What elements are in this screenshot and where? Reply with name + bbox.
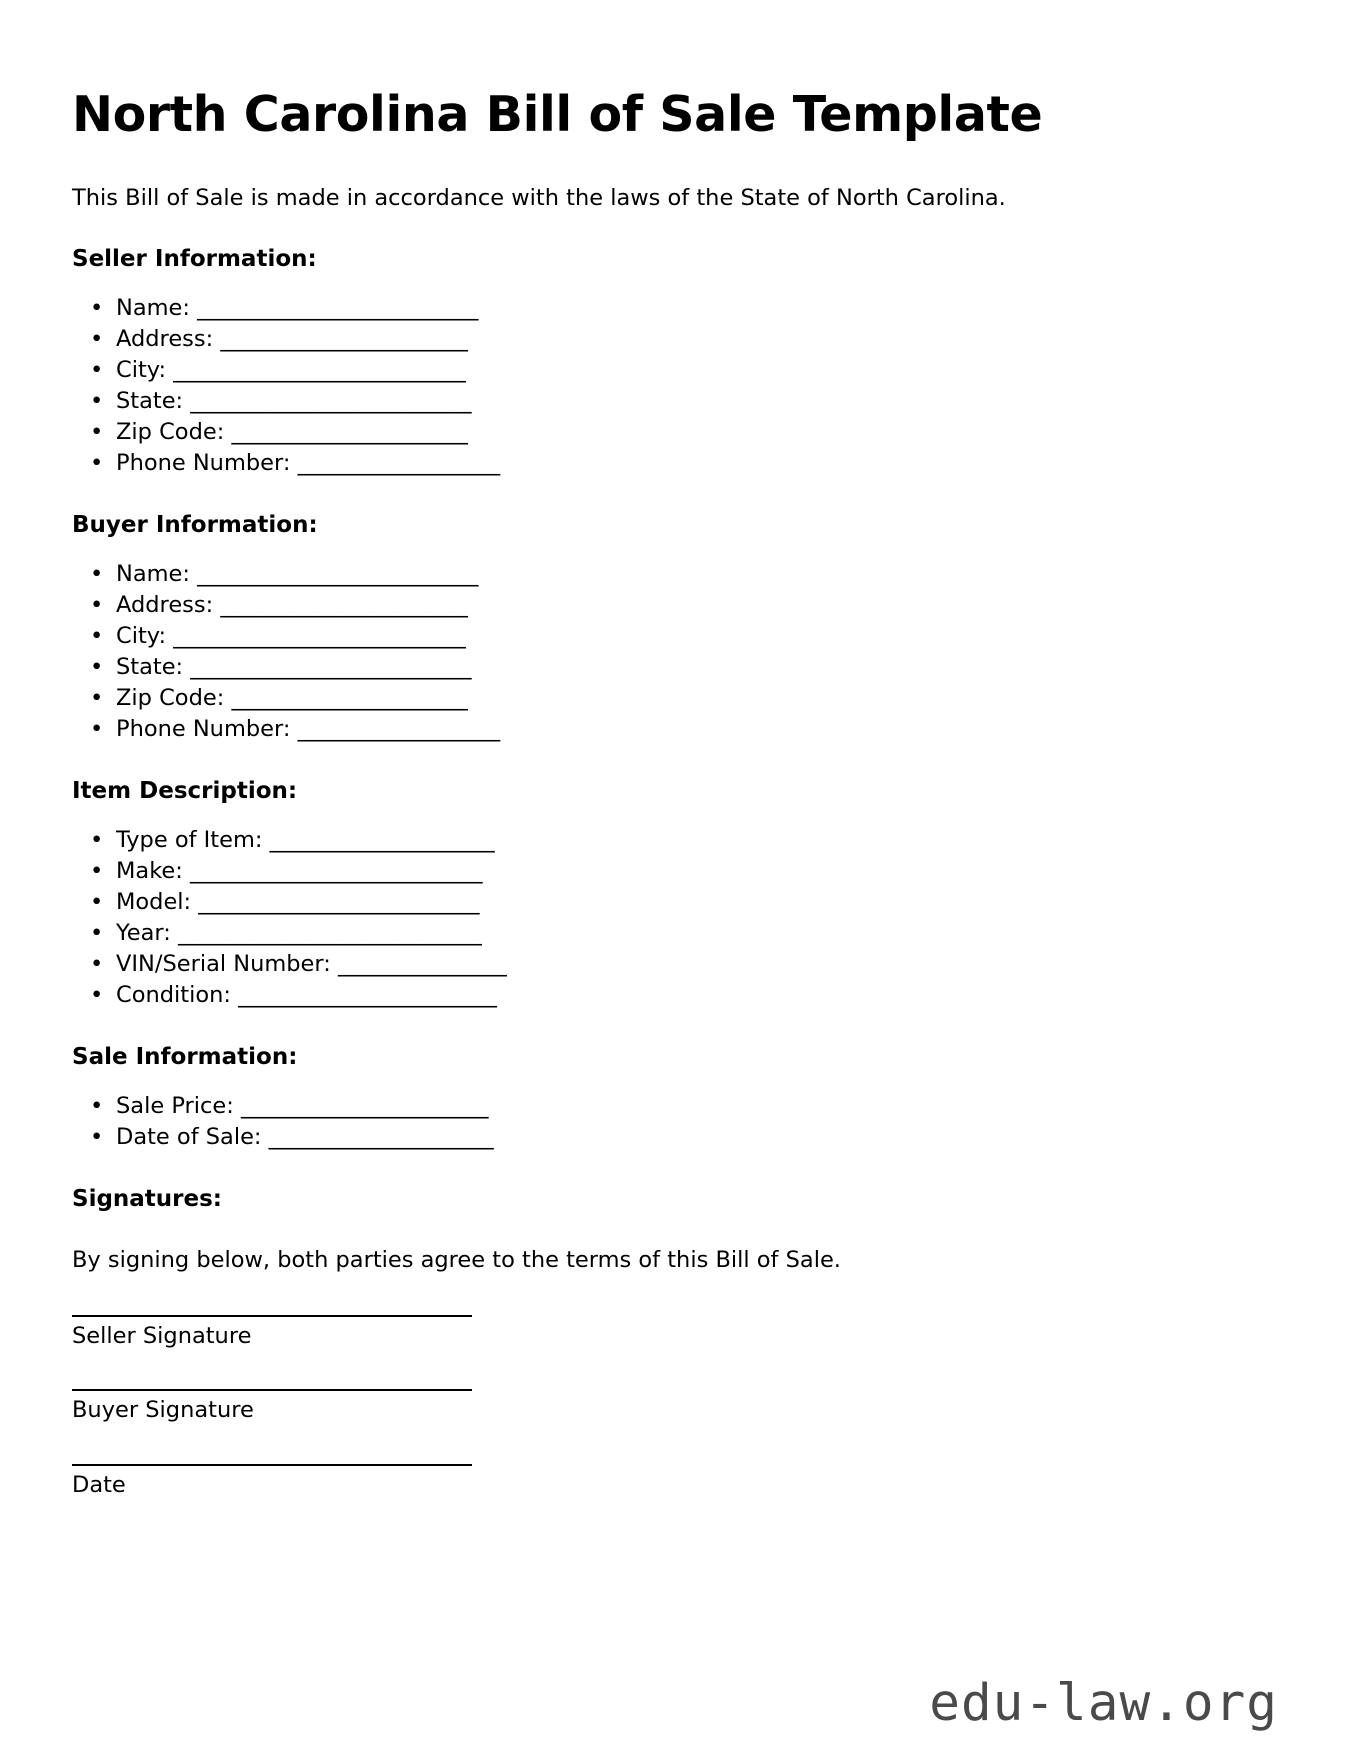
field-label: Phone Number: <box>116 716 298 743</box>
bullet-icon: • <box>90 592 104 619</box>
list-item <box>90 980 1274 1011</box>
bullet-icon: • <box>90 1123 104 1150</box>
list-item <box>90 856 1274 887</box>
signature-caption: Date <box>72 1471 126 1498</box>
field-label: Type of Item: <box>116 826 270 853</box>
section-heading-buyer: Buyer Information: <box>72 512 318 539</box>
bullet-icon: • <box>90 857 104 884</box>
bullet-icon: • <box>90 888 104 915</box>
list-item <box>90 683 1274 714</box>
bullet-icon: • <box>90 950 104 977</box>
field-label: Name: <box>116 561 198 588</box>
field-label: State: <box>116 654 191 681</box>
bullet-icon: • <box>90 388 104 415</box>
list-item <box>90 417 1274 448</box>
signature-rule[interactable] <box>72 1315 472 1317</box>
field-label: City: <box>116 623 174 650</box>
section-heading-item-description: Item Description: <box>72 778 298 805</box>
field-label: Address: <box>116 326 221 353</box>
field-label: Year: <box>116 919 178 946</box>
bullet-icon: • <box>90 623 104 650</box>
site-watermark: edu-law.org <box>929 1674 1278 1733</box>
bullet-icon: • <box>90 561 104 588</box>
list-item <box>90 652 1274 683</box>
section-heading-sale-information: Sale Information: <box>72 1043 298 1070</box>
list-item <box>90 621 1274 652</box>
bullet-icon: • <box>90 1092 104 1119</box>
list-item <box>90 714 1274 745</box>
field-list-sale-information <box>72 1091 1274 1153</box>
section-heading-signatures: Signatures: <box>72 1185 223 1212</box>
page-title: North Carolina Bill of Sale Template <box>72 86 1043 143</box>
signature-block <box>72 1315 1274 1500</box>
signature-rule[interactable] <box>72 1389 472 1391</box>
field-blank[interactable]: ______________________ <box>240 1092 489 1119</box>
field-blank[interactable]: ____________________ <box>269 826 495 853</box>
field-blank[interactable]: ___________________________ <box>177 919 482 946</box>
field-blank[interactable]: __________________________ <box>190 857 483 884</box>
signature-entry-seller <box>72 1315 1274 1351</box>
section-heading-seller: Seller Information: <box>72 246 317 273</box>
field-label: Name: <box>116 295 198 322</box>
list-item <box>90 293 1274 324</box>
bullet-icon: • <box>90 450 104 477</box>
field-blank[interactable]: _________________________ <box>198 888 480 915</box>
field-blank[interactable]: __________________ <box>297 450 501 477</box>
list-item <box>90 559 1274 590</box>
field-label: Make: <box>116 857 191 884</box>
bullet-icon: • <box>90 981 104 1008</box>
list-item <box>90 1091 1274 1122</box>
field-label: Zip Code: <box>116 685 232 712</box>
field-blank[interactable]: ______________________ <box>220 326 468 353</box>
signature-note: By signing below, both parties agree to the terms of this Bill of Sale. <box>72 1246 841 1273</box>
field-label: City: <box>116 357 174 384</box>
list-item <box>90 918 1274 949</box>
field-list-seller <box>72 293 1274 479</box>
signature-entry-buyer <box>72 1389 1274 1425</box>
field-blank[interactable]: __________________________ <box>173 623 466 650</box>
bullet-icon: • <box>90 826 104 853</box>
list-item <box>90 887 1274 918</box>
field-list-buyer <box>72 559 1274 745</box>
field-blank[interactable]: _________________________ <box>190 654 472 681</box>
intro-paragraph: This Bill of Sale is made in accordance with the laws of the State of North Carolina. <box>72 184 1006 211</box>
bullet-icon: • <box>90 716 104 743</box>
bullet-icon: • <box>90 357 104 384</box>
field-blank[interactable]: _________________________ <box>190 388 472 415</box>
bullet-icon: • <box>90 326 104 353</box>
list-item <box>90 448 1274 479</box>
bullet-icon: • <box>90 685 104 712</box>
signature-entry-date <box>72 1464 1274 1500</box>
signature-caption: Seller Signature <box>72 1323 252 1350</box>
field-label: Sale Price: <box>116 1092 241 1119</box>
list-item <box>90 386 1274 417</box>
bullet-icon: • <box>90 295 104 322</box>
field-blank[interactable]: _______________________ <box>238 981 497 1008</box>
field-blank[interactable]: _____________________ <box>231 685 468 712</box>
bullet-icon: • <box>90 654 104 681</box>
list-item <box>90 949 1274 980</box>
signature-rule[interactable] <box>72 1464 472 1466</box>
signature-caption: Buyer Signature <box>72 1397 254 1424</box>
field-label: Address: <box>116 592 221 619</box>
field-label: Condition: <box>116 981 239 1008</box>
field-label: Zip Code: <box>116 419 232 446</box>
field-list-item-description <box>72 825 1274 1011</box>
field-label: Phone Number: <box>116 450 298 477</box>
field-blank[interactable]: _________________________ <box>197 295 479 322</box>
field-label: State: <box>116 388 191 415</box>
bullet-icon: • <box>90 419 104 446</box>
list-item <box>90 1122 1274 1153</box>
list-item <box>90 590 1274 621</box>
field-blank[interactable]: _________________________ <box>197 561 479 588</box>
field-blank[interactable]: _______________ <box>337 950 507 977</box>
field-label: Model: <box>116 888 199 915</box>
list-item <box>90 324 1274 355</box>
field-blank[interactable]: __________________________ <box>173 357 466 384</box>
field-blank[interactable]: ____________________ <box>268 1123 494 1150</box>
field-blank[interactable]: _____________________ <box>231 419 468 446</box>
field-blank[interactable]: ______________________ <box>220 592 468 619</box>
bullet-icon: • <box>90 919 104 946</box>
field-label: Date of Sale: <box>116 1123 269 1150</box>
list-item <box>90 825 1274 856</box>
field-label: VIN/Serial Number: <box>116 950 338 977</box>
field-blank[interactable]: __________________ <box>297 716 501 743</box>
list-item <box>90 355 1274 386</box>
